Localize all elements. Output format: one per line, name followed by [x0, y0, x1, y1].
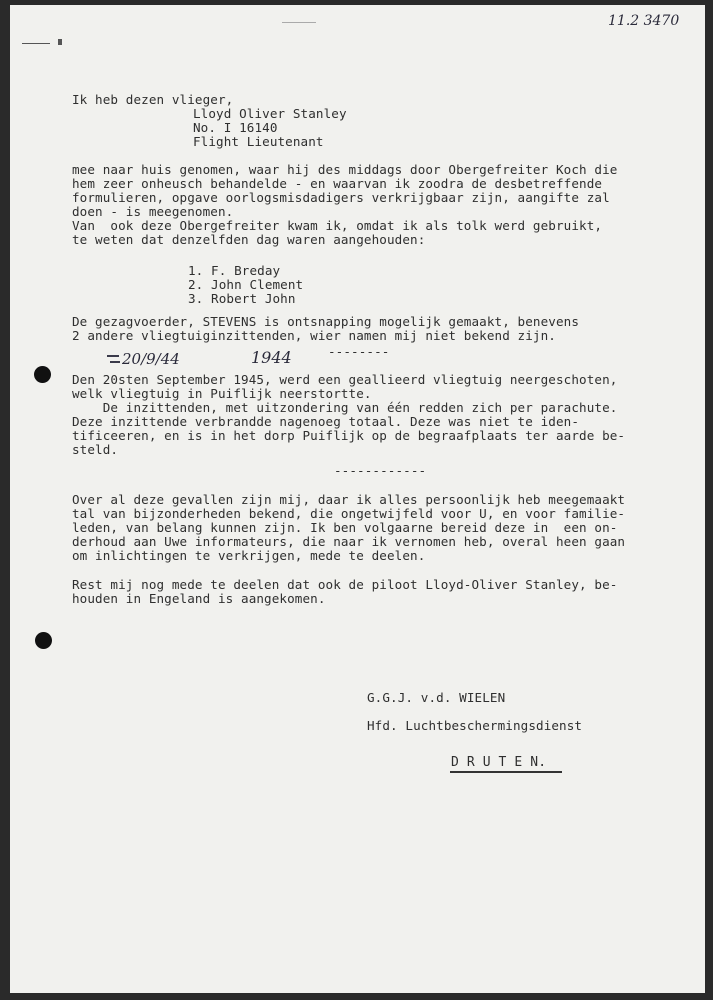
- text-line: De gezagvoerder, STEVENS is ontsnapping mogelijk gemaakt, benevens: [72, 314, 580, 329]
- text-line: te weten dat denzelfden dag waren aangehouden:: [72, 232, 426, 247]
- text-line: derhoud aan Uwe informateurs, die naar ik vernomen heb, overal heen gaan: [72, 534, 626, 549]
- document-page: [10, 5, 705, 993]
- text-line: leden, van belang kunnen zijn. Ik ben volgaarne bereid deze in een on-: [72, 520, 618, 535]
- address-rank: Flight Lieutenant: [193, 134, 324, 149]
- address-name: Lloyd Oliver Stanley: [193, 106, 347, 121]
- top-center-mark: [282, 22, 316, 23]
- signature-name: G.G.J. v.d. WIELEN: [367, 690, 506, 705]
- signature-title: Hfd. Luchtbeschermingsdienst: [367, 718, 583, 733]
- person-item: 1. F. Breday: [188, 263, 281, 278]
- text-line: mee naar huis genomen, waar hij des middags door Obergefreiter Koch die: [72, 162, 618, 177]
- text-line: hem zeer onheusch behandelde - en waarvan ik zoodra de desbetreffende: [72, 176, 603, 191]
- text-line: Van ook deze Obergefreiter kwam ik, omdat ik als tolk werd gebruikt,: [72, 218, 603, 233]
- text-line: formulieren, opgave oorlogsmisdadigers verkrijgbaar zijn, aangifte zal: [72, 190, 610, 205]
- signature-place-underline: [450, 771, 562, 773]
- text-line: De inzittenden, met uitzondering van één redden zich per parachute.: [72, 400, 618, 415]
- address-number: No. I 16140: [193, 120, 278, 135]
- archive-reference: 11.2 3470: [608, 13, 680, 29]
- text-line: houden in Engeland is aangekomen.: [72, 591, 326, 606]
- text-line: Over al deze gevallen zijn mij, daar ik alles persoonlijk heb meegemaakt: [72, 492, 626, 507]
- punch-hole: [35, 632, 52, 649]
- text-line: tificeeren, en is in het dorp Puiflijk op de begraafplaats ter aarde be-: [72, 428, 626, 443]
- text-line: Deze inzittende verbrandde nagenoeg totaal. Deze was niet te iden-: [72, 414, 580, 429]
- handwritten-date-note: 20/9/44: [122, 350, 180, 368]
- handwritten-scribble: [110, 361, 120, 363]
- text-line: doen - is meegenomen.: [72, 204, 234, 219]
- separator-dashes: ------------: [334, 463, 427, 478]
- signature-place: D R U T E N.: [451, 755, 547, 770]
- address-intro: Ik heb dezen vlieger,: [72, 92, 234, 107]
- text-line: welk vliegtuig in Puiflijk neerstortte.: [72, 386, 372, 401]
- handwritten-scribble: [107, 355, 119, 357]
- text-line: Rest mij nog mede te deelen dat ook de piloot Lloyd-Oliver Stanley, be-: [72, 577, 618, 592]
- top-left-mark-dot: [58, 39, 62, 45]
- separator-dashes: --------: [328, 344, 390, 359]
- text-line: om inlichtingen te verkrijgen, mede te deelen.: [72, 548, 426, 563]
- person-item: 2. John Clement: [188, 277, 304, 292]
- text-line: Den 20sten September 1945, werd een geallieerd vliegtuig neergeschoten,: [72, 372, 618, 387]
- person-item: 3. Robert John: [188, 291, 296, 306]
- text-line: 2 andere vliegtuiginzittenden, wier namen mij niet bekend zijn.: [72, 328, 556, 343]
- handwritten-year-note: 1944: [251, 348, 292, 367]
- punch-hole: [34, 366, 51, 383]
- text-line: steld.: [72, 442, 119, 457]
- top-left-mark: [22, 43, 50, 44]
- text-line: tal van bijzonderheden bekend, die ongetwijfeld voor U, en voor familie-: [72, 506, 626, 521]
